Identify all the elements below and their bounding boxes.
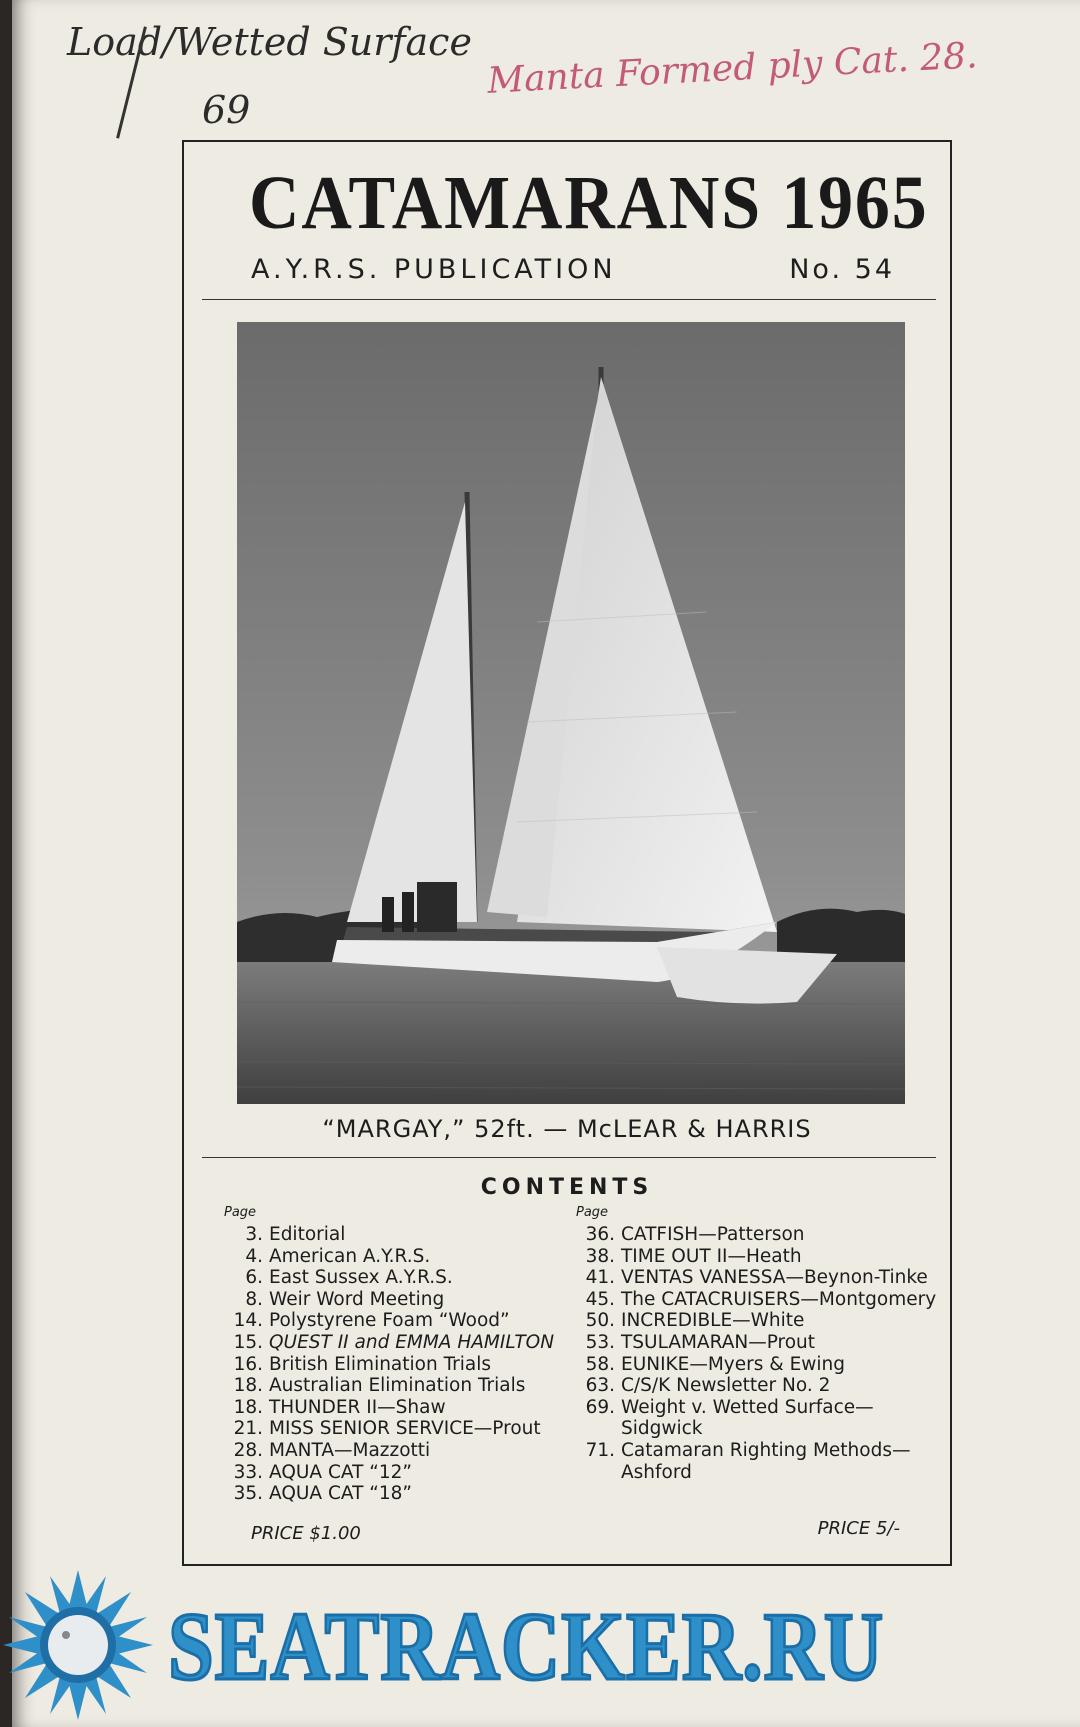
price-dollars: PRICE $1.00 — [251, 1523, 361, 1544]
handwritten-pink-note: Manta Formed ply Cat. 28. — [486, 35, 979, 102]
contents-item: Ashford — [621, 1461, 692, 1483]
cover-title: CATAMARANS 1965 — [249, 161, 929, 245]
contents-item: 33. AQUA CAT “12” — [233, 1461, 412, 1483]
contents-item: 45. The CATACRUISERS—Montgomery — [585, 1288, 937, 1310]
contents-item: 8. Weir Word Meeting — [245, 1288, 445, 1310]
contents-item: 3. Editorial — [245, 1224, 346, 1245]
contents-item: 18. Australian Elimination Trials — [233, 1375, 526, 1397]
sailboat-illustration — [237, 322, 905, 1104]
watermark-text: SEATRACKER.RU — [168, 1593, 885, 1701]
contents-item: Sidgwick — [621, 1418, 703, 1440]
handwritten-note: Load/Wetted Surface — [67, 20, 472, 64]
contents-column-left — [224, 1205, 574, 1505]
contents-item: 35. AQUA CAT “18” — [233, 1483, 412, 1505]
cover-page — [12, 0, 1080, 1727]
contents-item: 69. Weight v. Wetted Surface— — [585, 1396, 874, 1418]
issue-number: No. 54 — [789, 254, 895, 285]
contents-item: 41. VENTAS VANESSA—Beynon-Tinke — [585, 1267, 928, 1289]
catamaran-photo — [237, 322, 905, 1104]
photo-caption: “MARGAY,” 52ft. — McLEAR & HARRIS — [322, 1115, 812, 1143]
page-label: Page — [576, 1205, 609, 1220]
contents-item: 21. MISS SENIOR SERVICE—Prout — [233, 1418, 541, 1440]
page-label: Page — [224, 1205, 257, 1220]
contents-item: 15. QUEST II and EMMA HAMILTON — [233, 1331, 555, 1353]
contents-item: 38. TIME OUT II—Heath — [585, 1245, 802, 1267]
cover-frame — [182, 140, 952, 1566]
contents-item: 58. EUNIKE—Myers & Ewing — [585, 1353, 845, 1375]
handwritten-number: 69 — [202, 88, 251, 132]
contents-item: 63. C/S/K Newsletter No. 2 — [585, 1375, 831, 1397]
contents-item: 6. East Sussex A.Y.R.S. — [245, 1267, 453, 1289]
contents-item: 4. American A.Y.R.S. — [245, 1245, 431, 1267]
contents-column-right — [576, 1205, 946, 1483]
contents-item: 71. Catamaran Righting Methods— — [585, 1439, 911, 1461]
contents-item: 28. MANTA—Mazzotti — [233, 1439, 431, 1461]
divider — [202, 299, 936, 300]
contents-item: 14. Polystyrene Foam “Wood” — [233, 1310, 510, 1332]
contents-item: 18. THUNDER II—Shaw — [233, 1396, 446, 1418]
contents-heading: CONTENTS — [480, 1175, 654, 1200]
contents-item: 53. TSULAMARAN—Prout — [585, 1331, 816, 1353]
divider — [202, 1157, 936, 1158]
contents-item: 36. CATFISH—Patterson — [585, 1224, 805, 1245]
contents-item: 50. INCREDIBLE—White — [585, 1310, 805, 1332]
price-shillings: PRICE 5/- — [817, 1518, 900, 1539]
publication-label: A.Y.R.S. PUBLICATION — [251, 254, 617, 285]
contents-item: 16. British Elimination Trials — [233, 1353, 492, 1375]
